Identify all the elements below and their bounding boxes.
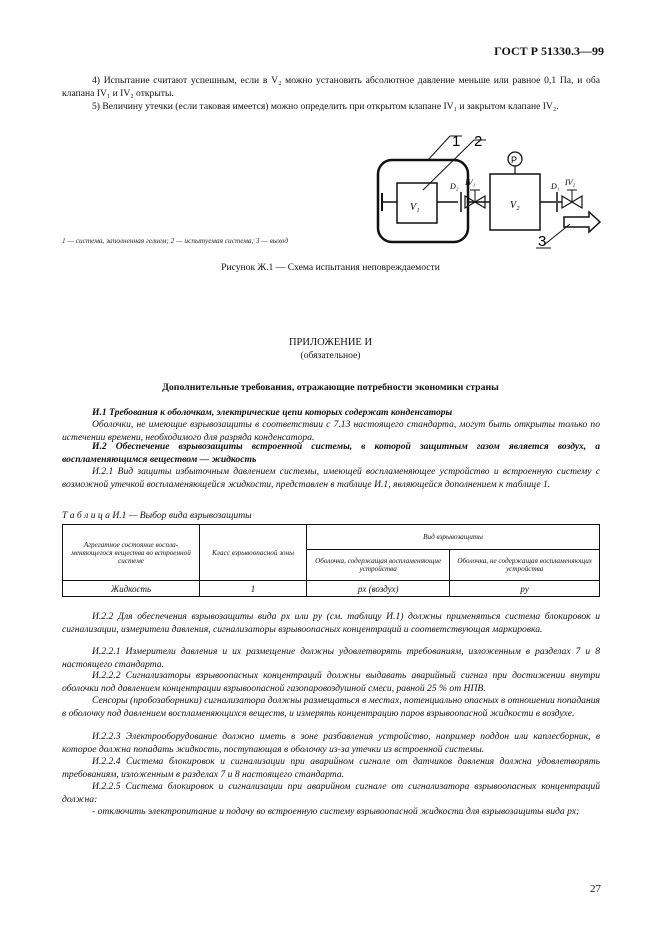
- cell-zone: 1: [200, 581, 307, 597]
- cell-protection-b: py: [450, 581, 600, 597]
- outlet-arrow-icon: [564, 212, 600, 232]
- col-header-without-ignition: Оболочка, не содержащая воспламеняющих устройства: [450, 550, 600, 581]
- paragraph-sensors: Сенсоры (пробозаборники) сигнализатора должны размещаться в местах, потенциально опасных в отношении попадания в оболочку под давлением воспламеняющихся веществ, и измерять концентрацию паров взрывоопасной жидкости в воздухе.: [62, 695, 600, 719]
- table-row: [63, 581, 600, 597]
- figure-caption: Рисунок Ж.1 — Схема испытания неповреждаемости: [221, 262, 440, 273]
- col-header-protection: Вид взрывозащиты: [307, 525, 600, 550]
- d2-label: D₂: [450, 182, 459, 191]
- paragraph-i222: И.2.2.2 Сигнализаторы взрывоопасных концентраций должны выдавать аварийный сигнал при достижении внутри оболочки под давлением концентрации взрывоопасной газопаровоздушной смеси, равной 25 % от НПВ.: [62, 670, 600, 694]
- appendix-title: ПРИЛОЖЕНИЕ И: [288, 337, 373, 348]
- label-3: 3: [538, 233, 547, 250]
- paragraph-i22: И.2.2 Для обеспечения взрывозащиты вида px или py (см. таблицу И.1) должны применяться система блокировок и сигнализации, измерители давления, сигнализаторы взрывоопасных концентраций и соответствующая маркировка.: [62, 611, 600, 635]
- section-i21-text: И.2.1 Вид защиты избыточным давлением системы, имеющей воспламеняющее устройство и встроенную систему с возможной утечкой воспламеняющейся жидкости, представлен в таблице И.1, являющейся дополнением к таблице 1.: [62, 466, 600, 490]
- gauge-label: P: [511, 155, 518, 165]
- appendix-subtitle: (обязательное): [300, 350, 361, 361]
- col-header-state: Агрегатное состояние воспла-меняющегося вещества во встроенной системе: [63, 525, 200, 581]
- label-2: 2: [474, 133, 483, 150]
- paragraph-bullet: - отключить электропитание и подачу во встроенную систему взрывоопасной жидкости для взрывозащиты вида px;: [92, 806, 580, 817]
- section-i1-title: И.1 Требования к оболочкам, электрические цепи которых содержат конденсаторы: [92, 407, 453, 418]
- paragraph-i224: И.2.2.4 Система блокировок и сигнализации при аварийном сигнале от датчиков давления должна удовлетворять требованиям, изложенным в разделах 7 и 8 настоящего стандарта.: [62, 756, 600, 780]
- iv2-valve-left: [562, 196, 572, 208]
- appendix-heading: Дополнительные требования, отражающие потребности экономики страны: [162, 382, 499, 393]
- protection-type-table: [62, 524, 600, 597]
- paragraph-item-5: 5) Величину утечки (если таковая имеется) можно определить при открытом клапане IV₁ и закрытом клапане IV₂.: [92, 101, 559, 112]
- paragraph-i225: И.2.2.5 Система блокировок и сигнализации при аварийном сигнале от сигнализатора взрывоопасных концентраций должна:: [62, 781, 600, 805]
- section-i1-text: Оболочки, не имеющие взрывозащиты в соответствии с 7.13 настоящего стандарта, могут быть открыты только по истечении времени, необходимого для разряда конденсатора.: [62, 419, 600, 443]
- page-number: 27: [590, 883, 601, 895]
- test-scheme-diagram: [368, 128, 608, 253]
- v1-label: V₁: [410, 202, 420, 213]
- standard-header: ГОСТ Р 51330.3—99: [494, 44, 604, 58]
- col-header-zone: Класс взрывоопасной зоны: [200, 525, 307, 581]
- cell-state: Жидкость: [63, 581, 200, 597]
- table-caption: [62, 510, 600, 523]
- paragraph-item-4: 4) Испытание считают успешным, если в V₂ можно установить абсолютное давление меньше или равное 0,1 Па, и оба клапана IV₁ и IV₂ открыты.: [62, 75, 600, 99]
- cell-protection-a: px (воздух): [307, 581, 450, 597]
- table-caption-text: И.1 — Выбор вида взрывозащиты: [112, 510, 252, 521]
- paragraph-i223: И.2.2.3 Электрооборудование должно иметь в зоне разбавления устройство, например поддон или каплесборник, в которое должна попадать жидкость, поступающая в оболочку из-за утечки из встроенной системы.: [62, 731, 600, 755]
- iv2-label: IV₂: [565, 178, 576, 187]
- leader-3: [544, 224, 570, 245]
- label-1: 1: [452, 133, 461, 150]
- col-header-with-ignition: Оболочка, содержащая воспламеняющие устройства: [307, 550, 450, 581]
- v2-label: V₂: [510, 200, 520, 211]
- helium-system-outline: [378, 160, 468, 242]
- section-i2-title: И.2 Обеспечение взрывозащиты встроенной системы, в которой защитным газом является воздух, а воспламеняющимся веществом — жидкость: [62, 441, 600, 465]
- iv1-label: IV₁: [465, 178, 476, 187]
- paragraph-i221: И.2.2.1 Измерители давления и их размещение должны удовлетворять требованиям, изложенным в разделах 7 и 8 настоящего стандарта.: [62, 646, 600, 670]
- figure-legend: 1 — система, заполненная гелием; 2 — испытуемая система; 3 — выход: [62, 236, 289, 245]
- iv2-valve-right: [572, 196, 582, 208]
- d1-label: D₁: [551, 182, 560, 191]
- table-caption-label: Т а б л и ц а: [62, 510, 110, 521]
- leader-1: [428, 136, 450, 160]
